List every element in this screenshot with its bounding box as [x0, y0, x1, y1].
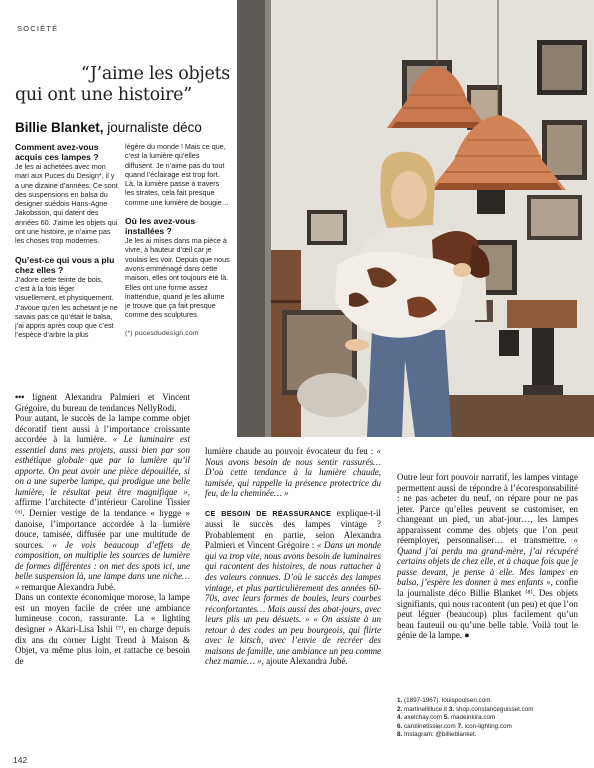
- article-paragraph: Outre leur fort pouvoir narratif, les lampes vintage permettent aussi de répondre à l’écoresponsabilité : ne pas acheter du neuf, on répare pour ne pas jeter. Parce qu’elles peuvent se customiser, en changeant un pied, un abat-jour…, les lampes apparaissent comme des objets que l’on peut réemployer, personnaliser… et transmettre. « Quand j’ai perdu ma grand-mère, j’ai récupéré certains objets de chez elle, et à chaque fois que je passe devant, je pense à elle. Mes lampes en balsa, j’espère les donner à mes enfants », confie la journaliste déco Billie Blanket ⁽⁸⁾. Des objets signifiants, qui nous racontent (un peu) et que l’on peut léguer (beaucoup) plus facilement qu’un beau fauteuil ou qu’une belle table. Voilà tout le génie de la lampe. ●: [397, 472, 578, 641]
- article-paragraph: lumière chaude au pouvoir évocateur du feu : « Nous avons besoin de nous sentir rassurés… D’où cette tendance à la lumière chaude, tamisée, qui rappelle la présence protectrice du feu, de la cheminée… »: [205, 446, 381, 499]
- article-column-2: [205, 446, 381, 667]
- portrait-photo: [237, 0, 594, 437]
- interview-answer-3: Je les ai mises dans ma pièce à vivre, à hauteur d’œil car je voulais les voir. Depuis que nous avons emménagé dans cette maison, elles ont toujours été là. Elles ont une forme assez inattendue, quand je les allume je trouve que ça fait presque comme des sculptures.: [125, 236, 230, 320]
- footnotes: [397, 697, 582, 740]
- byline: [15, 120, 202, 135]
- footnote-line: 1. (1897-1967). louispoulsen.com.: [397, 697, 493, 704]
- interview-question-1: Comment avez-vous acquis ces lampes ?: [15, 142, 99, 162]
- interview-column-left: [15, 142, 118, 340]
- interview-answer-1: Je les ai achetées avec mon mari aux Puces du Design*, il y a une dizaine d’années. Ce sont des suspensions en balsa du designer suédois Hans-Agne Jakobsson, qui datent des années 60. J’aime les objets qui ont une histoire, je n’aime pas les choses trop modernes.: [15, 162, 118, 246]
- article-paragraph: Dans un contexte économique morose, la lampe est un moyen facile de créer une ambiance lumineuse cocon, rassurante. La « lighting designer » Akari-Lisa Ishii ⁽⁷⁾, en charge depuis dix ans du corner Light Trend à Maison & Objet, va même plus loin, et rattache ce besoin de: [15, 592, 190, 666]
- article-paragraph: ••• lignent Alexandra Palmieri et Vincent Grégoire, du bureau de tendances NellyRodi.: [15, 392, 190, 413]
- article-column-3: [397, 472, 578, 641]
- page-number: 142: [13, 755, 28, 765]
- interview-column-right: [125, 142, 230, 338]
- interview-question-3: Où les avez-vous installées ?: [125, 216, 196, 237]
- end-mark-icon: ●: [464, 630, 470, 641]
- footnote-line: 4. axelchay.com 5. madeinkira.com: [397, 714, 496, 722]
- pull-quote-line-2: qui ont une histoire”: [15, 85, 192, 105]
- article-column-1: [15, 392, 190, 666]
- pull-quote: [15, 64, 230, 106]
- pull-quote-line-1: “J’aime les objets: [80, 64, 230, 84]
- section-label: SOCIÉTÉ: [17, 24, 59, 33]
- article-subhead: CE BESOIN DE RÉASSURANCE: [205, 508, 332, 518]
- interview-credit: (*) pucesdudesign.com: [125, 329, 199, 337]
- footnote-line: 6. carolinetissier.com 7. icon-lighting.com: [397, 722, 512, 730]
- article-paragraph: Pour autant, le succès de la lampe comme objet décoratif tient aussi à l’importance croissante accordée à la lumière. « Le luminaire est essentiel dans mes projets, aussi bien par son esthétique globale que par la lumière qu’il apporte. On peut avoir une pièce dépouillée, si on a une superbe lampe, qui prodigue une belle lumière, le résultat peut être magnifique », affirme l’architecte d’intérieur Caroline Tissier ⁽⁶⁾. Dernier vestige de la tendance « hygge » danoise, l’importance accordée à la lumière douce, tamisée, diffusée par une multitude de sources. « Je vois beaucoup d’effets de composition, on multiplie les sources de lumière de formes différentes : on met des spots ici, une belle suspension là, une lampe dans une niche… » remarque Alexandra Jubé.: [15, 413, 190, 592]
- byline-name: Billie Blanket,: [15, 120, 104, 135]
- byline-role: journaliste déco: [103, 120, 202, 135]
- interview-question-2: Qu’est-ce qui vous a plu chez elles ?: [15, 254, 115, 275]
- interview-answer-2: J’adore cette teinte de bois, c’est à la fois léger visuellement, et physiquement. J’avoue qu’en les achetant je ne savais pas ce qu’était le balsa, j’ai appris après coup que c’est l’espèce d’arbre la plus: [15, 274, 118, 340]
- continuation-dots: •••: [15, 392, 25, 402]
- footnote-line: 8. Instagram: @billieblanket.: [397, 731, 477, 739]
- article-paragraph: CE BESOIN DE RÉASSURANCE explique-t-il aussi le succès des lampes vintage ? Probablement en partie, selon Alexandra Palmieri et Vincent Grégoire : « Dans un monde qui va trop vite, nous avons besoin de luminaires qui racontent des histoires, de nous rattacher à des valeurs connues. D’où le succès des lampes vintage, et plus particulièrement des années 60-70s, avec leurs formes de boules, leurs courbes réconfortantes… Mais aussi des abat-jours, avec leurs plis un peu désuets. » « On assiste à un retour à des codes un peu bourgeois, qui flirte avec le kitsch, avec l’envie de recréer des maisons de famille, une ambiance un peu comme chez mamie… », ajoute Alexandra Jubé.: [205, 507, 381, 667]
- interview-answer-2-continued: légère du monde ! Mais ce que, c’est la lumière qu’elles diffusent. Je n’aime pas du tout quand l’éclairage est trop fort. Là, la lumière passe à travers les strates, cela fait presque comme une lumière de bougie…: [125, 142, 229, 207]
- footnote-line: 2. martinellilluce.it 3. shop.constanceguisset.com: [397, 705, 534, 713]
